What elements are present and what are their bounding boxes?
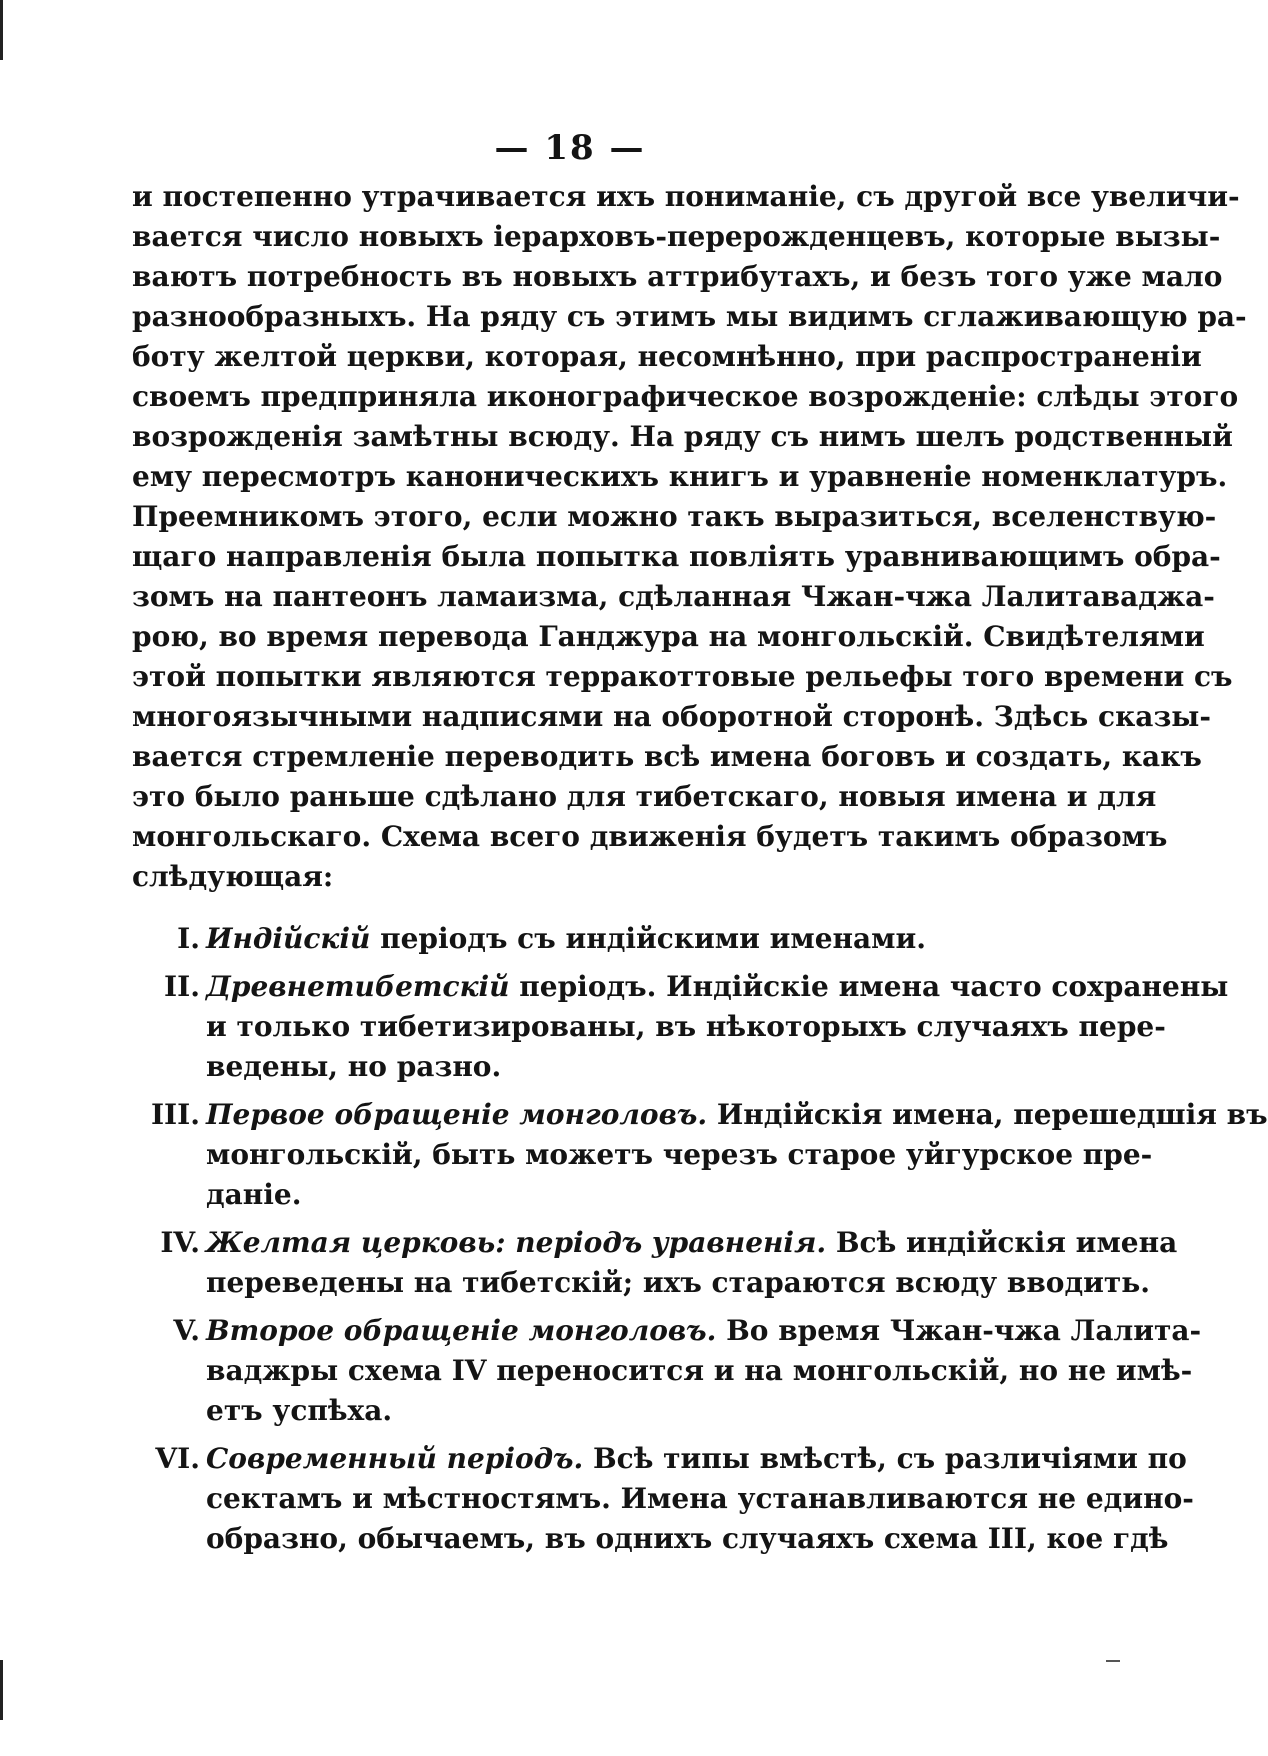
scheme-line — [206, 970, 1229, 1003]
paragraph-line: и постепенно утрачивается ихъ пониманіе, съ другой все увеличи- — [132, 180, 1240, 213]
scheme-numeral: IV. — [160, 1226, 200, 1259]
scheme-title: Индійскій — [206, 922, 371, 955]
paragraph-line: слѣдующая: — [132, 860, 334, 893]
scheme-line: и только тибетизированы, въ нѣкоторыхъ случаяхъ пере- — [206, 1010, 1166, 1043]
paragraph-line: щаго направленія была попытка повліять уравнивающимъ обра- — [132, 540, 1221, 573]
main-paragraph — [132, 180, 1247, 900]
scan-tick-mark — [1106, 1660, 1120, 1662]
paragraph-line: ваютъ потребность въ новыхъ аттрибутахъ, и безъ того уже мало — [132, 260, 1223, 293]
scan-edge-top — [0, 0, 3, 60]
scheme-line — [206, 1314, 1202, 1347]
paragraph-line: зомъ на пантеонъ ламаизма, сдѣланная Чжан-чжа Лалитаваджа- — [132, 580, 1215, 613]
paragraph-line: своемъ предприняла иконографическое возрожденіе: слѣды этого — [132, 380, 1239, 413]
scheme-title: Второе обращеніе монголовъ. — [206, 1314, 717, 1347]
scheme-title: Первое обращеніе монголовъ. — [206, 1098, 708, 1131]
scheme-numeral: V. — [173, 1314, 200, 1347]
scheme-line: переведены на тибетскій; ихъ стараются всюду вводить. — [206, 1266, 1151, 1299]
scheme-line — [206, 1442, 1187, 1475]
scheme-text: Индійскія имена, перешедшія въ — [716, 1098, 1268, 1131]
scheme-line — [206, 1098, 1268, 1131]
scheme-line: ваджры схема IV переносится и на монгольскій, но не имѣ- — [206, 1354, 1193, 1387]
scheme-line: етъ успѣха. — [206, 1394, 393, 1427]
scheme-title: Современный періодъ. — [206, 1442, 584, 1475]
scheme-line: образно, обычаемъ, въ однихъ случаяхъ схема III, кое гдѣ — [206, 1522, 1169, 1555]
scheme-line — [206, 1226, 1178, 1259]
paragraph-line: ему пересмотръ каноническихъ книгъ и уравненіе номенклатуръ. — [132, 460, 1228, 493]
scheme-text: Во время Чжан-чжа Лалита- — [726, 1314, 1202, 1347]
paragraph-line: вается стремленіе переводить всѣ имена боговъ и создать, какъ — [132, 740, 1202, 773]
scheme-text: періодъ. Индійскіе имена часто сохранены — [519, 970, 1229, 1003]
page-number: — 18 — — [494, 128, 646, 168]
scheme-line — [206, 922, 927, 955]
paragraph-line: вается число новыхъ іерарховъ-перерожденцевъ, которые вызы- — [132, 220, 1221, 253]
scheme-numeral: I. — [177, 922, 200, 955]
scheme-text: періодъ съ индійскими именами. — [380, 922, 927, 955]
scheme-title: Древнетибетскій — [206, 970, 510, 1003]
paragraph-line: это было раньше сдѣлано для тибетскаго, новыя имена и для — [132, 780, 1157, 813]
scheme-line: монгольскій, быть можетъ черезъ старое уйгурское пре- — [206, 1138, 1153, 1171]
paragraph-line: монгольскаго. Схема всего движенія будетъ такимъ образомъ — [132, 820, 1168, 853]
scheme-numeral: II. — [164, 970, 200, 1003]
scheme-text: Всѣ индійскія имена — [835, 1226, 1178, 1259]
paragraph-line: рою, во время перевода Ганджура на монгольскій. Свидѣтелями — [132, 620, 1205, 653]
paragraph-line: этой попытки являются терракоттовые рельефы того времени съ — [132, 660, 1233, 693]
scheme-line: сектамъ и мѣстностямъ. Имена устанавливаются не едино- — [206, 1482, 1194, 1515]
paragraph-line: разнообразныхъ. На ряду съ этимъ мы видимъ сглаживающую ра- — [132, 300, 1247, 333]
scheme-title: Желтая церковь: періодъ уравненія. — [206, 1226, 827, 1259]
scheme-numeral: VI. — [155, 1442, 200, 1475]
paragraph-line: многоязычными надписями на оборотной сторонѣ. Здѣсь сказы- — [132, 700, 1211, 733]
scheme-line: ведены, но разно. — [206, 1050, 502, 1083]
scheme-numeral: III. — [150, 1098, 200, 1131]
paragraph-line: возрожденія замѣтны всюду. На ряду съ нимъ шелъ родственный — [132, 420, 1233, 453]
paragraph-line: боту желтой церкви, которая, несомнѣнно, при распространеніи — [132, 340, 1202, 373]
scheme-line: даніе. — [206, 1178, 302, 1211]
scan-edge-bottom — [0, 1660, 3, 1720]
paragraph-line: Преемникомъ этого, если можно такъ выразиться, вселенствую- — [132, 500, 1217, 533]
scheme-text: Всѣ типы вмѣстѣ, съ различіями по — [592, 1442, 1187, 1475]
